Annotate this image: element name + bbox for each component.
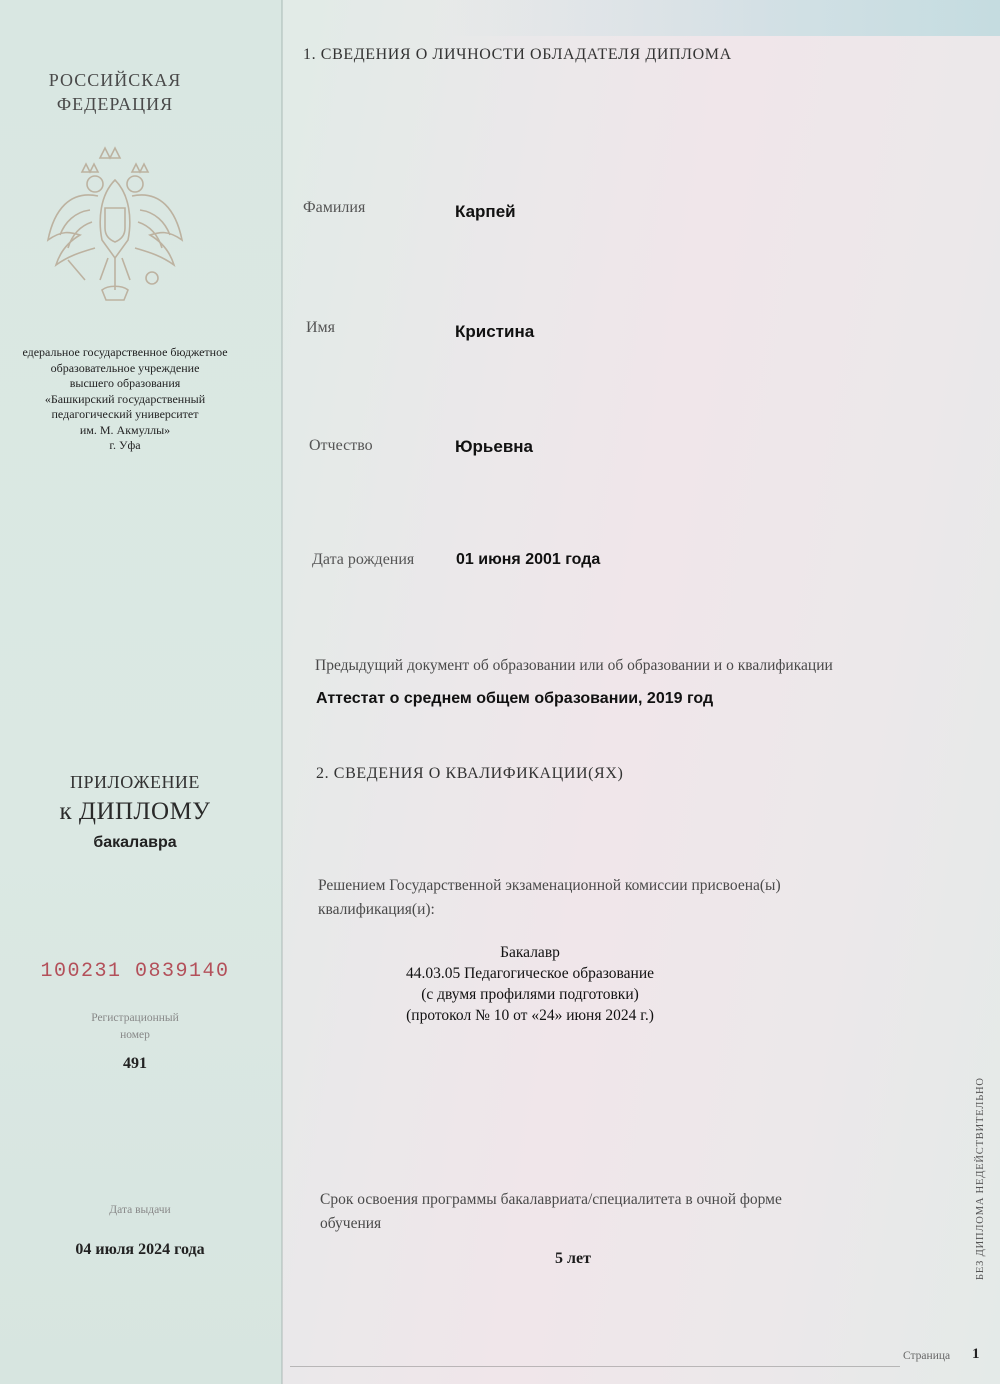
institution-line: едеральное государственное бюджетное [22, 345, 228, 359]
institution-name [0, 345, 250, 454]
top-watermark-band [450, 0, 1000, 36]
registration-label-line-1: Регистрационный [91, 1012, 179, 1024]
qualification-block [340, 942, 720, 1026]
institution-line: высшего образования [69, 376, 181, 390]
page-number: 1 [972, 1346, 980, 1362]
registration-label-line-2: номер [120, 1029, 150, 1041]
institution-line: г. Уфа [109, 438, 141, 452]
duration-label-line-2: обучения [320, 1215, 382, 1232]
surname-value: Карпей [455, 202, 516, 221]
qualification-line: (протокол № 10 от «24» июня 2024 г.) [406, 1007, 654, 1024]
decision-text [318, 874, 781, 922]
institution-line: педагогический университет [51, 407, 199, 421]
issue-date-label: Дата выдачи [109, 1204, 171, 1216]
serial-number: 100231 0839140 [40, 960, 230, 983]
previous-document-value: Аттестат о среднем общем образовании, 2019 год [316, 690, 714, 707]
appendix-title: ПРИЛОЖЕНИЕ [70, 772, 200, 792]
page-label: Страница [903, 1350, 951, 1362]
name-value: Кристина [455, 322, 535, 341]
birth-date-label: Дата рождения [312, 551, 415, 568]
qualification-line: Бакалавр [500, 944, 560, 961]
registration-label [60, 1010, 210, 1044]
country-line-1: РОССИЙСКАЯ [48, 70, 182, 90]
registration-number: 491 [123, 1055, 147, 1072]
country-line-2: ФЕДЕРАЦИЯ [56, 94, 174, 114]
duration-label [320, 1188, 782, 1236]
country-name [30, 68, 200, 116]
birth-date-value: 01 июня 2001 года [456, 551, 601, 568]
coat-of-arms-icon [40, 140, 190, 305]
name-label: Имя [306, 319, 336, 336]
page-fold [281, 0, 283, 1384]
validity-note: БЕЗ ДИПЛОМА НЕДЕЙСТВИТЕЛЬНО [975, 1077, 986, 1280]
duration-label-line-1: Срок освоения программы бакалавриата/специалитета в очной форме [320, 1191, 782, 1208]
footer-divider [290, 1366, 900, 1367]
decision-line-2: квалификация(и): [318, 901, 435, 918]
decision-line-1: Решением Государственной экзаменационной комиссии присвоена(ы) [318, 877, 781, 894]
section-2-title: 2. СВЕДЕНИЯ О КВАЛИФИКАЦИИ(ЯХ) [316, 765, 624, 782]
previous-document-label: Предыдущий документ об образовании или об образовании и о квалификации [315, 657, 833, 674]
duration-value: 5 лет [555, 1250, 591, 1267]
section-1-title: 1. СВЕДЕНИЯ О ЛИЧНОСТИ ОБЛАДАТЕЛЯ ДИПЛОМА [303, 46, 732, 63]
institution-line: образовательное учреждение [50, 360, 200, 375]
qualification-line: (с двумя профилями подготовки) [421, 986, 639, 1003]
degree-level: бакалавра [93, 834, 177, 851]
appendix-subtitle: к ДИПЛОМУ [59, 798, 211, 825]
qualification-line: 44.03.05 Педагогическое образование [405, 965, 655, 982]
institution-line: «Башкирский государственный [44, 391, 206, 406]
patronymic-label: Отчество [309, 437, 373, 454]
institution-line: им. М. Акмуллы» [79, 422, 171, 437]
issue-date: 04 июля 2024 года [75, 1241, 205, 1258]
patronymic-value: Юрьевна [455, 437, 533, 456]
surname-label: Фамилия [303, 199, 366, 216]
